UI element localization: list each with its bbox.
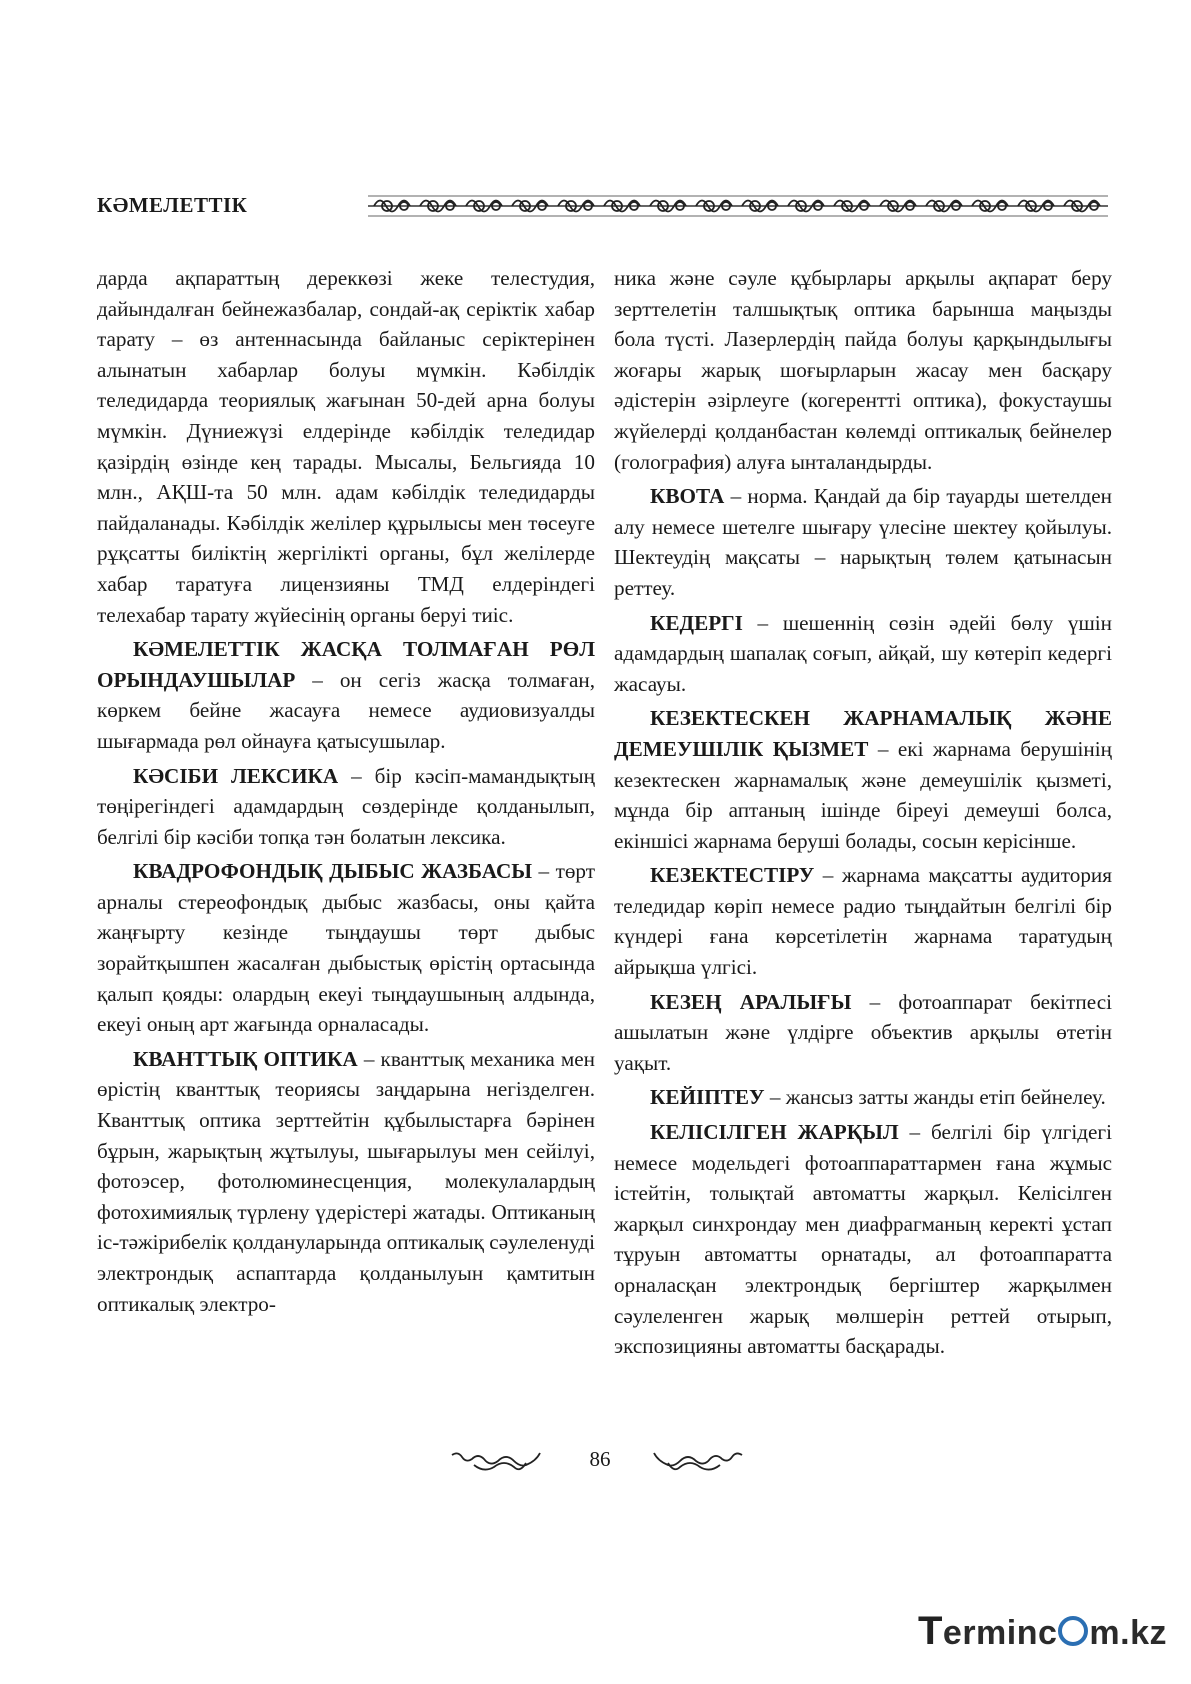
dictionary-entry — [97, 761, 595, 853]
header-ornament — [368, 192, 1108, 220]
entry-text: – екі жарнама берушінің кезектескен жарнамалық және демеушілік қызметі, мұнда бір аптаның ішінде біреуі демеуші болса, екіншісі жарнама беруші болады, сосын керісінше. — [614, 736, 1112, 853]
running-header: КӘМЕЛЕТТІК — [97, 193, 248, 217]
entry-text: – төрт арналы стереофондық дыбыс жазбасы, оны қайта жаңғырту кезінде тыңдаушы төрт дыбыс зорайтқышпен жасалған дыбыстық өрістің ортасында қалып қояды: олардың екеуі тыңдаушының алдында, екеуі оның арт жағында орналасады. — [97, 859, 595, 1037]
entry-term: КВАДРОФОНДЫҚ ДЫБЫС ЖАЗБАСЫ — [133, 859, 533, 884]
dictionary-entry — [614, 481, 1112, 603]
watermark-o-ring — [1058, 1616, 1088, 1646]
entry-term: КӘСІБИ ЛЕКСИКА — [133, 763, 339, 788]
entry-text: – жансыз затты жанды етіп бейнелеу. — [764, 1085, 1106, 1110]
entry-term: КЕДЕРГІ — [650, 610, 743, 635]
entry-text: – фотоаппарат бекітпесі ашылатын және үлдірге объектив арқылы өтетін уақыт. — [614, 989, 1112, 1075]
entry-term: КВОТА — [650, 484, 725, 509]
entry-text: – норма. Қандай да бір тауарды шетелден алу немесе шетелге шығару үлесіне шектеу қойылуы. Шектеудің мақсаты – нарықтың төлем қатынасын реттеу. — [614, 484, 1112, 600]
entry-term: КЕЗЕКТЕСТІРУ — [650, 863, 815, 888]
dictionary-entry — [614, 860, 1112, 982]
dictionary-entry — [614, 987, 1112, 1079]
dictionary-entry — [614, 1117, 1112, 1362]
continued-text — [614, 263, 1112, 477]
entry-term: КӘМЕЛЕТТІК ЖАСҚА ТОЛМАҒАН РӨЛ ОРЫНДАУШЫЛАР — [97, 637, 595, 692]
dictionary-entry — [97, 1044, 595, 1319]
entry-term: КЕЛІСІЛГЕН ЖАРҚЫЛ — [650, 1120, 899, 1145]
entry-text: дарда ақпараттың дереккөзі жеке телестудия, дайындалған бейнежазбалар, сондай-ақ серіктік хабар тарату – өз антеннасында байланыс серіктерінен алынатын хабарлар болуы мүмкін. Кәбілдік теледидарда теориялық жағынан 50-дей арна болуы мүмкін. Дүниежүзі елдерінде кәбілдік теледидар қазірдің өзінде кең тарады. Мысалы, Бельгияда 10 млн., АҚШ-та 50 млн. адам кәбілдік теледидарды пайдаланады. Кәбілдік желілер құрылысы мен төсеуге рұқсатты биліктің жергілікті органы, бұл желілерде хабар таратуға лицензияны ТМД елдеріндегі телехабар тарату жүйесінің органы беруі тиіс. — [97, 266, 595, 627]
entry-text: – бір кәсіп-мамандықтың төңірегіндегі адамдардың сөздерінде қолданылып, белгілі бір кәсіби топқа тән болатын лексика. — [97, 763, 595, 849]
continued-text — [97, 263, 595, 630]
entry-text: – белгілі бір үлгідегі немесе модельдегі фотоаппараттармен ғана жұмыс істейтін, толықтай автоматты жарқыл. Келісілген жарқыл синхрондау мен диафрагманың керекті ұстап тұруын автоматты орнатады, ал фотоаппаратта орналасқан электрондық бергіштер жарқылмен сәулеленген жарық мөлшерін реттей отырып, экспозицияны автоматты басқарады. — [614, 1120, 1112, 1359]
entry-text: – жарнама мақсатты аудитория теледидар көріп немесе радио тыңдайтын белгілі бір күндері ғана көрсетілетін жарнама таратудың айрықша үлгісі. — [614, 863, 1112, 980]
entry-term: КЕЙІПТЕУ — [650, 1085, 765, 1110]
dictionary-entry — [97, 634, 595, 756]
entry-text: – он сегіз жасқа толмаған, көркем бейне жасауға немесе аудиовизуалды шығармада рөл ойнауға қатысушылар. — [97, 667, 595, 753]
dictionary-entry — [614, 608, 1112, 700]
dictionary-entry — [614, 1082, 1112, 1113]
entry-text: ника және сәуле құбырлары арқылы ақпарат беру зерттелетін талшықтық оптика барынша маңызды бола түсті. Лазерлердің пайда болуы қарқындылығы жоғары жарық шоғырларын жасау мен басқару әдістерін әзірлеуге (когерентті оптика), фокустаушы жүйелерді қолданбастан көлемді оптикалық бейнелер (голография) алуға ынталандырды. — [614, 266, 1112, 474]
dictionary-entry — [97, 856, 595, 1040]
entry-term: КЕЗЕКТЕСКЕН ЖАРНАМАЛЫҚ ЖӘНЕ ДЕМЕУШІЛІК ҚЫЗМЕТ — [614, 706, 1112, 761]
entry-text: – шешеннің сөзін әдейі бөлу үшін адамдардың шапалақ соғып, айқай, шу көтеріп кедергі жасауы. — [614, 610, 1112, 696]
entry-text: – кванттық механика мен өрістің кванттық теориясы заңдарына негізделген. Кванттық оптика зерттейтін құбылыстарға бәрінен бұрын, жарықтың жұтылуы, шығарылуы мен сейілуі, фотоэсер, фотолюминесценция, молекулалардың фотохимиялық түрлену үдерістері жатады. Оптиканың іс-тәжірибелік қолдануларында оптикалық сәулеленуді электрондық аспаптарда қолданылуын қамтитын оптикалық электро- — [97, 1046, 596, 1316]
dictionary-entry — [614, 703, 1112, 856]
entry-term: КЕЗЕҢ АРАЛЫҒЫ — [650, 989, 852, 1014]
right-column — [614, 263, 1112, 1362]
page-number: 86 — [589, 1447, 611, 1471]
entry-term: КВАНТТЫҚ ОПТИКА — [133, 1046, 358, 1071]
left-column — [97, 263, 595, 1319]
site-watermark: Terminc m.kz — [917, 1609, 1167, 1653]
